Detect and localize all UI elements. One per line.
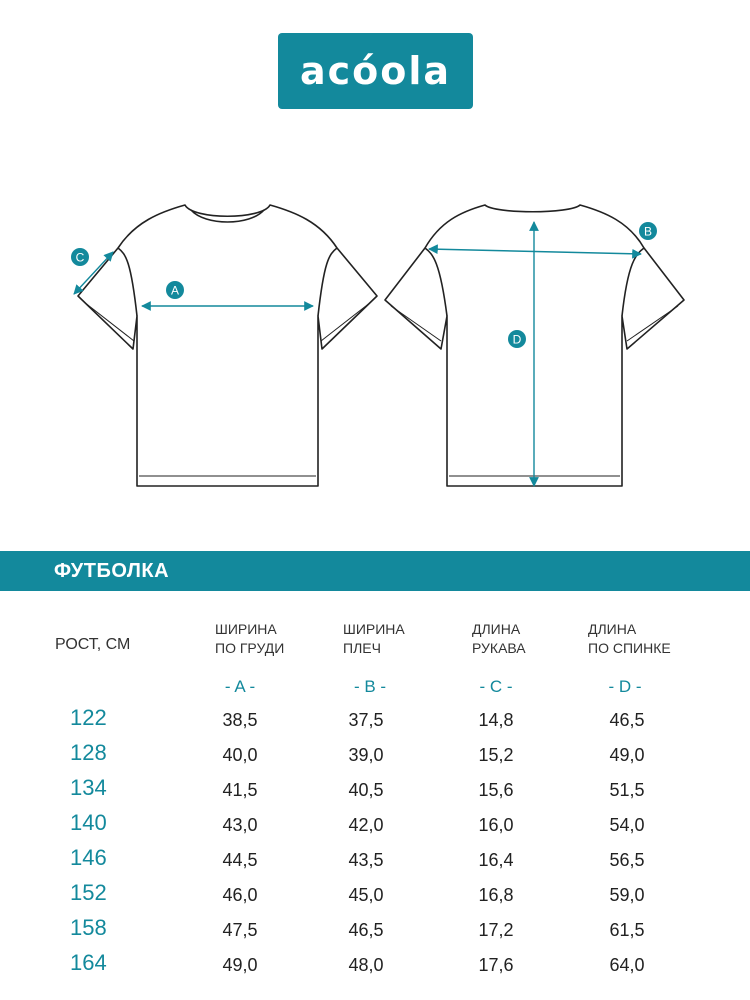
table-cell: 44,5: [222, 850, 258, 870]
logo-text: acóola: [299, 49, 452, 93]
column-header-line1: ШИРИНА: [215, 621, 277, 637]
table-cell: 46,5: [348, 920, 384, 940]
column-header-back-length: [588, 620, 671, 658]
product-title-band: [0, 551, 750, 591]
height-value: 152: [70, 880, 107, 905]
size-table: [0, 703, 750, 983]
height-value: 164: [70, 950, 107, 975]
column-header-line2: ПО СПИНКЕ: [588, 640, 671, 656]
column-header-shoulders: [343, 620, 405, 658]
table-row: [0, 843, 750, 878]
table-row: [0, 913, 750, 948]
column-letter-b: - B -: [353, 677, 387, 696]
table-cell: 64,0: [609, 955, 645, 975]
table-cell: 59,0: [609, 885, 645, 905]
table-row: [0, 948, 750, 983]
table-row: [0, 808, 750, 843]
table-row: [0, 773, 750, 808]
column-header-line2: ПО ГРУДИ: [215, 640, 285, 656]
table-cell: 46,5: [609, 710, 645, 730]
table-cell: 61,5: [609, 920, 645, 940]
table-row: [0, 703, 750, 738]
column-header-line1: ДЛИНА: [472, 621, 521, 637]
table-cell: 16,8: [478, 885, 514, 905]
column-header-line1: ДЛИНА: [588, 621, 637, 637]
badge-a: [166, 281, 184, 299]
table-cell: 49,0: [609, 745, 645, 765]
height-value: 140: [70, 810, 107, 835]
column-letter-a: - A -: [224, 677, 256, 696]
table-cell: 45,0: [348, 885, 384, 905]
table-cell: 14,8: [478, 710, 514, 730]
table-cell: 16,0: [478, 815, 514, 835]
badge-b: [639, 222, 657, 240]
table-cell: 41,5: [222, 780, 258, 800]
height-value: 134: [70, 775, 107, 800]
table-cell: 37,5: [348, 710, 384, 730]
column-header-line2: РУКАВА: [472, 640, 526, 656]
column-header-chest: [215, 620, 284, 658]
height-value: 158: [70, 915, 107, 940]
table-cell: 40,5: [348, 780, 384, 800]
svg-text:A: A: [170, 283, 180, 298]
height-header: РОСТ, СМ: [55, 636, 131, 653]
product-title: ФУТБОЛКА: [54, 560, 170, 582]
table-cell: 54,0: [609, 815, 645, 835]
table-cell: 17,2: [478, 920, 514, 940]
svg-text:B: B: [643, 224, 653, 239]
height-value: 146: [70, 845, 107, 870]
table-cell: 40,0: [222, 745, 258, 765]
table-cell: 46,0: [222, 885, 258, 905]
tshirt-front: [75, 205, 377, 486]
brand-logo: [278, 33, 473, 109]
table-cell: 48,0: [348, 955, 384, 975]
table-cell: 49,0: [222, 955, 258, 975]
height-value: 122: [70, 705, 107, 730]
table-cell: 51,5: [609, 780, 645, 800]
column-letter-d: - D -: [608, 677, 642, 696]
column-header-sleeve: [472, 620, 526, 658]
table-cell: 17,6: [478, 955, 514, 975]
table-cell: 15,2: [478, 745, 514, 765]
column-header-line1: ШИРИНА: [343, 621, 405, 637]
table-cell: 16,4: [478, 850, 514, 870]
column-letter-c: - C -: [479, 677, 513, 696]
table-cell: 39,0: [348, 745, 384, 765]
table-cell: 42,0: [348, 815, 384, 835]
badge-d: [508, 330, 526, 348]
tshirt-diagram: [0, 180, 750, 510]
table-row: [0, 738, 750, 773]
table-cell: 38,5: [222, 710, 258, 730]
table-cell: 43,0: [222, 815, 258, 835]
svg-text:D: D: [512, 332, 522, 347]
table-cell: 15,6: [478, 780, 514, 800]
table-row: [0, 878, 750, 913]
height-value: 128: [70, 740, 107, 765]
svg-text:C: C: [75, 250, 85, 265]
badge-c: [71, 248, 89, 266]
table-cell: 56,5: [609, 850, 645, 870]
table-cell: 47,5: [222, 920, 258, 940]
table-cell: 43,5: [348, 850, 384, 870]
column-header-line2: ПЛЕЧ: [343, 640, 381, 656]
